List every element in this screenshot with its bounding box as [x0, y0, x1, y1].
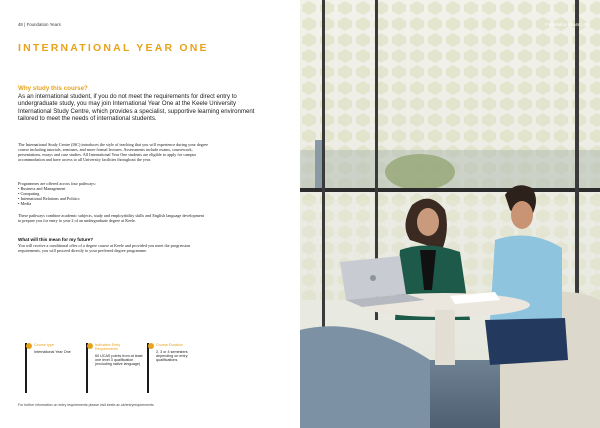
window-mullion — [575, 0, 579, 300]
pathways-list — [18, 181, 208, 206]
page-title: INTERNATIONAL YEAR ONE — [18, 42, 209, 54]
page-folio-left: 48 | Foundation Years — [18, 22, 61, 27]
footnote: For further information on entry requirements please visit keele.ac.uk/entryrequirements — [18, 403, 154, 407]
info-label: Course Duration — [156, 343, 183, 347]
info-marker-icon — [148, 343, 154, 349]
info-label: Course type — [34, 343, 54, 347]
window-mullion — [322, 0, 325, 330]
info-divider — [86, 343, 88, 393]
window-frame-horizontal — [300, 188, 600, 192]
pathways-intro: Programmes are offered across four pathways: — [18, 181, 96, 186]
pathway-item: • Media — [18, 201, 32, 206]
right-page-photo — [300, 0, 600, 428]
info-marker-icon — [87, 343, 93, 349]
info-course-type — [25, 343, 81, 393]
pathways-description: These pathways combine academic subjects, study and employability skills and English language development to prepare you for entry to year 2 of an undergraduate degree at Keele. — [18, 213, 204, 223]
info-course-duration — [147, 343, 203, 393]
isc-intro-paragraph: The International Study Centre (ISC) introduces the style of teaching that you will experience during your degree course including tutorials, seminars, and more formal lectures. Assessments include exams, coursework, presentations, essays and case studies. All International Year One students are eligible to apply for campus accommodation and have access to all University facilities throughout the year. — [18, 142, 209, 162]
future-heading: What will this mean for my future? — [18, 237, 94, 242]
info-value: 60 UCAS points from at least one level 3 qualification (excluding native language) — [95, 354, 143, 367]
info-label: Indicative Entry Requirements — [95, 343, 121, 352]
info-divider — [147, 343, 149, 393]
tree — [385, 154, 455, 190]
info-entry-requirements — [86, 343, 142, 393]
pathway-item: • Computing — [18, 191, 40, 196]
students-photo — [300, 0, 600, 428]
future-paragraph: You will receive a conditional offer of a degree course at Keele and provided you meet the progression requirements, you will proceed directly to your preferred degree programme. — [18, 243, 191, 253]
pathway-item: • International Relations and Politics — [18, 196, 80, 201]
info-marker-icon — [26, 343, 32, 349]
info-divider — [25, 343, 27, 393]
table-base — [435, 310, 455, 365]
man-face — [511, 201, 533, 229]
page-folio-right: Foundation Years | 49 — [545, 22, 588, 27]
why-study-text: As an international student, if you do not meet the requirements for direct entry to undergraduate study, you may join International Year One at the Keele University International Study Centre, which provides a specialist, supportive learning environment tailored to meet the needs of international students. — [18, 93, 255, 123]
man-jeans — [485, 318, 568, 365]
woman-face — [417, 208, 439, 236]
info-value: International Year One — [34, 350, 71, 354]
laptop-logo-icon — [370, 275, 376, 281]
info-value: 2, 3 or 4 semesters depending on entry qualifications — [156, 350, 188, 363]
why-study-heading: Why study this course? — [18, 85, 88, 92]
pathway-item: • Business and Management — [18, 186, 66, 191]
